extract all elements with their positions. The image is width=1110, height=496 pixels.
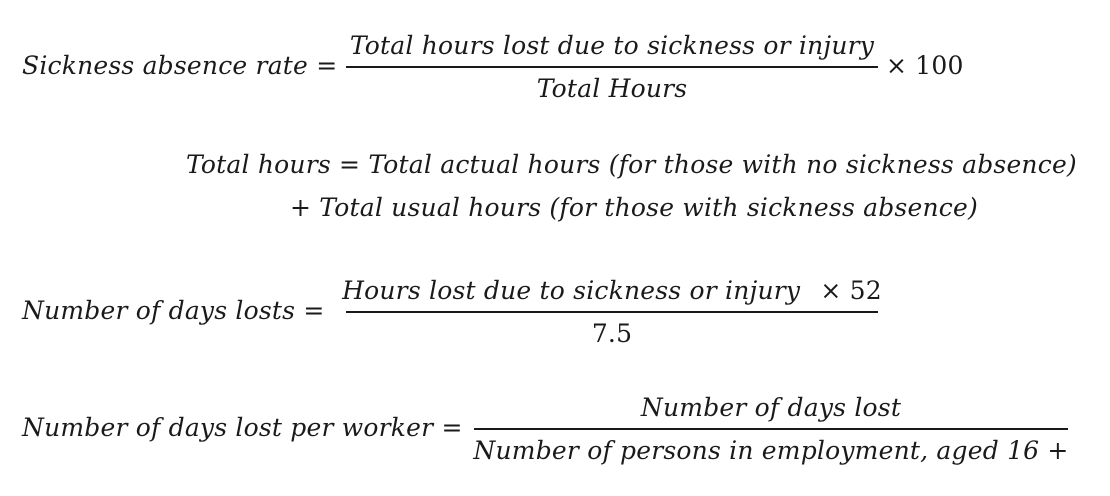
multiply-by-100: × 100 — [886, 51, 964, 80]
sickness-absence-rate-lhs: Sickness absence rate = — [22, 51, 338, 80]
days-lost-fraction — [342, 276, 882, 348]
fraction-numerator: Total hours lost due to sickness or injury — [349, 31, 875, 60]
fraction-bar — [346, 311, 878, 313]
numerator-factor: × 52 — [820, 276, 882, 305]
total-hours-line-1: Total hours = Total actual hours (for those with no sickness absence) — [186, 150, 1077, 179]
fraction-denominator: Total Hours — [536, 74, 688, 103]
days-lost-lhs: Number of days losts = — [22, 296, 325, 325]
fraction-denominator: Number of persons in employment, aged 16 + — [473, 436, 1069, 465]
sickness-absence-rate-fraction — [346, 33, 878, 101]
total-hours-line-2: + Total usual hours (for those with sickness absence) — [290, 193, 978, 222]
fraction-numerator: Number of days lost — [640, 393, 902, 422]
fraction-bar — [474, 428, 1068, 430]
days-lost-per-worker-fraction — [474, 395, 1068, 463]
days-lost-per-worker-lhs: Number of days lost per worker = — [22, 413, 463, 442]
fraction-denominator: 7.5 — [591, 319, 633, 348]
numerator-text: Hours lost due to sickness or injury — [342, 276, 801, 305]
fraction-bar — [346, 66, 878, 68]
fraction-numerator — [338, 278, 886, 303]
